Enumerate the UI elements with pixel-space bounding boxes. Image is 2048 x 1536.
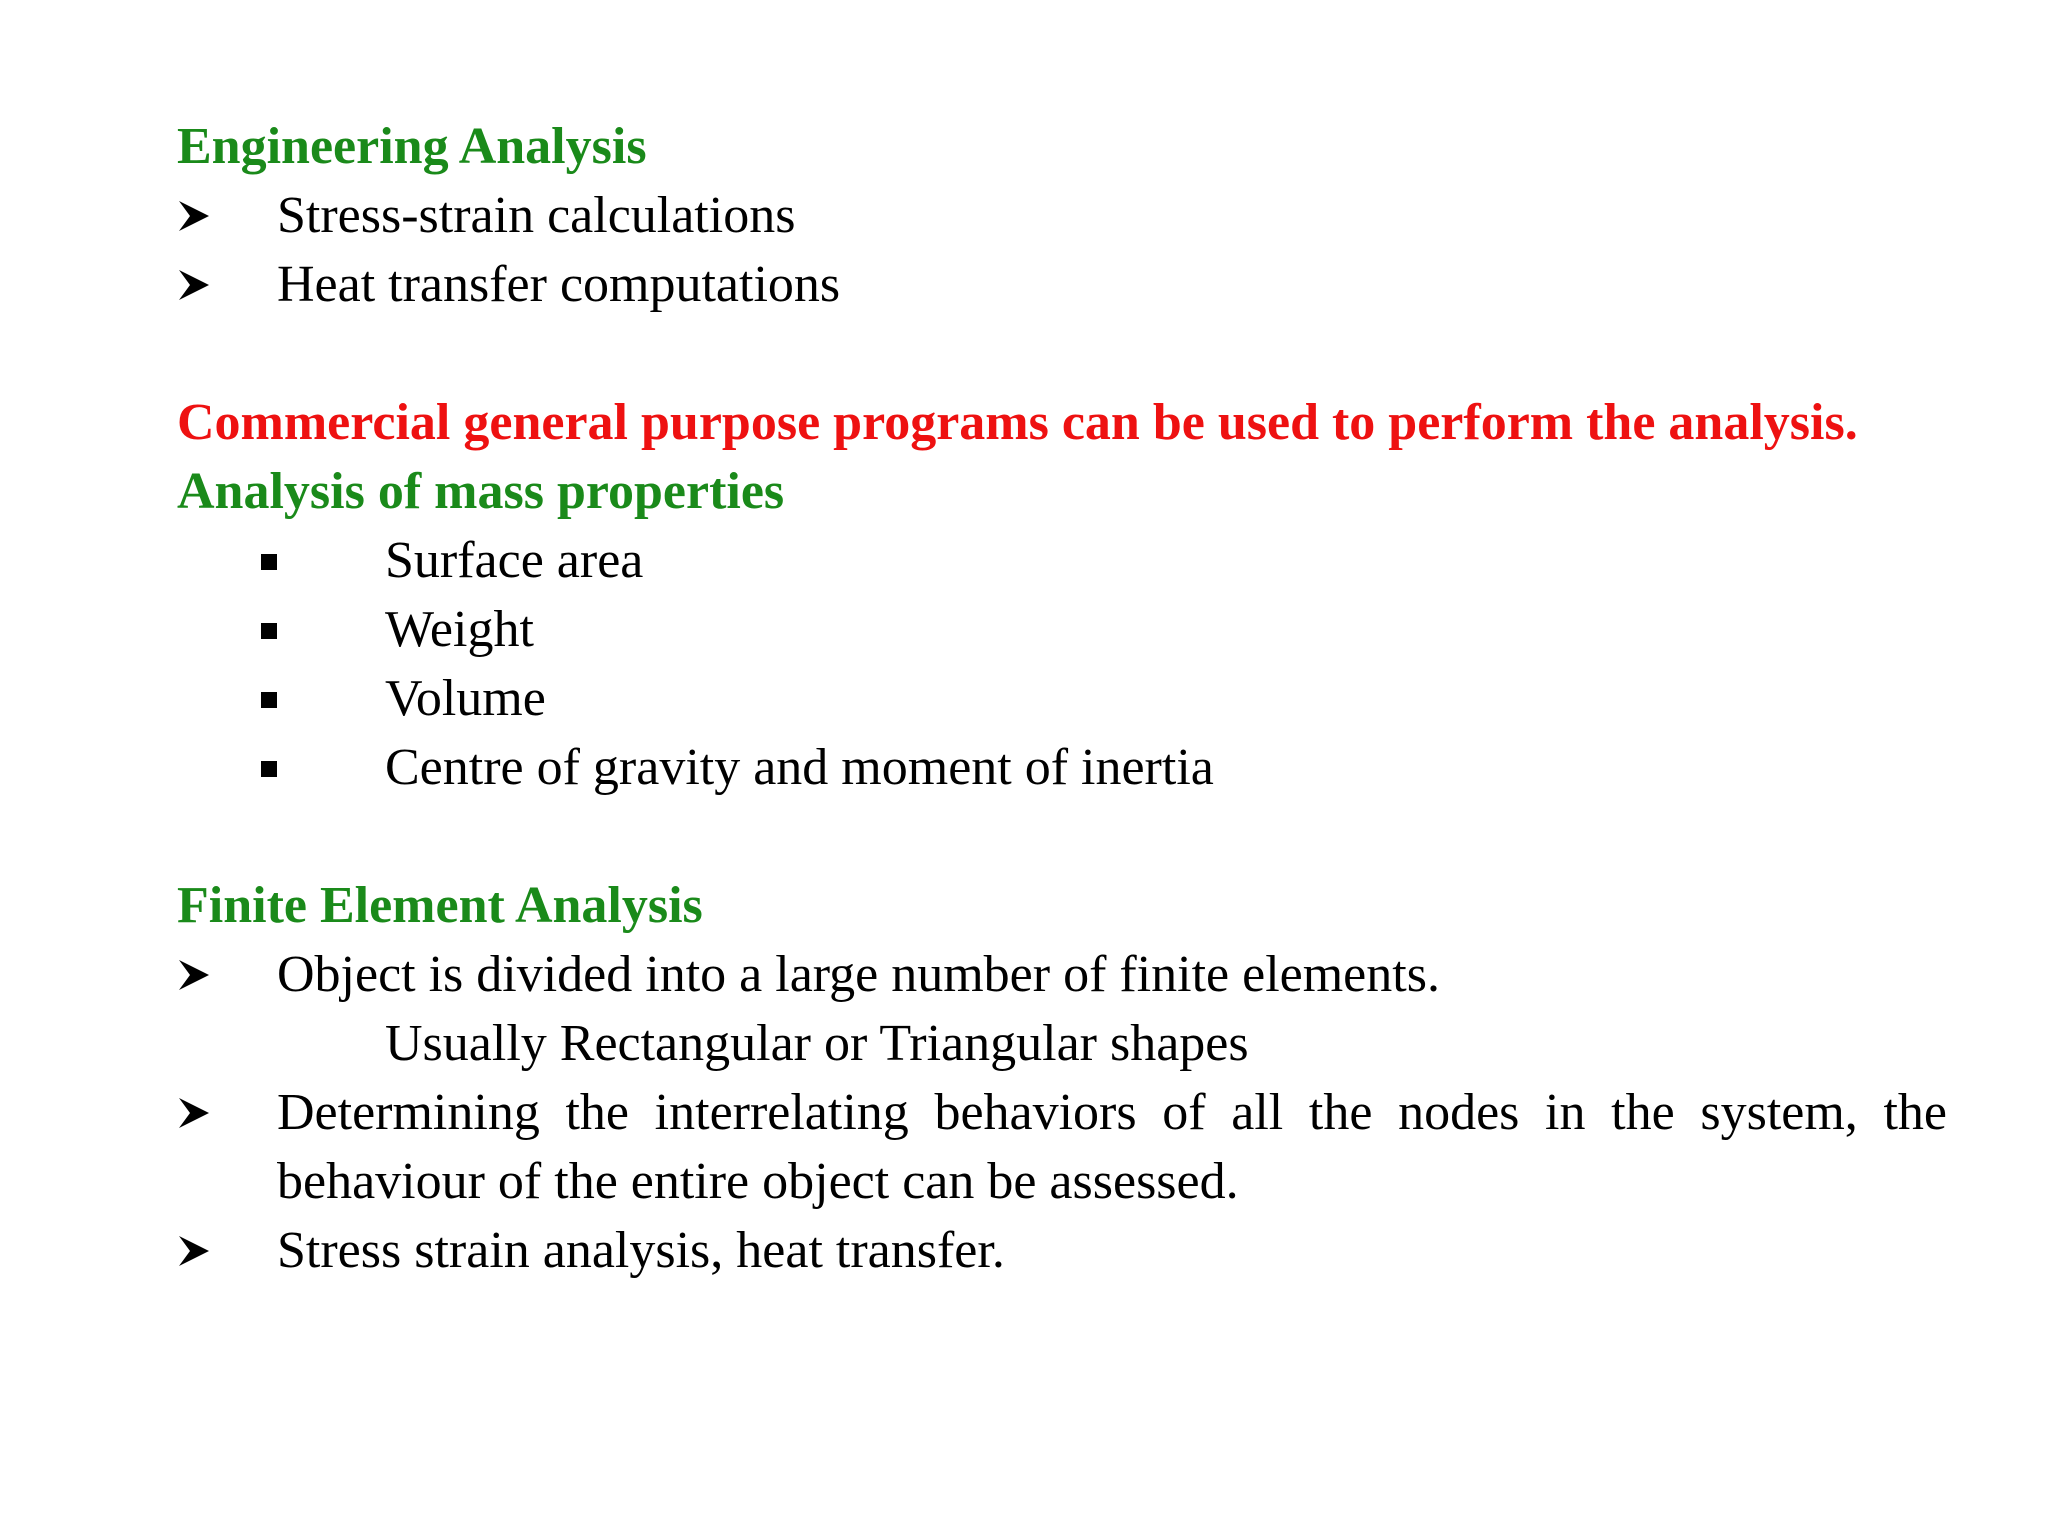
square-bullet-icon [261,761,277,777]
list-item-text: Volume [385,670,546,727]
list-item [177,250,1947,319]
list-item [177,664,1947,733]
arrow-bullet-icon [177,940,223,1009]
square-bullet-icon [261,554,277,570]
list-item [177,1216,1947,1285]
list-item-text: Centre of gravity and moment of inertia [385,739,1214,796]
list-item [177,526,1947,595]
arrow-bullet-icon [177,1216,223,1285]
spacer [177,802,1947,871]
list-item-text: Determining the interrelating behaviors of all the nodes in the system, the behaviour of the entire object can be assessed. [277,1084,1947,1210]
commercial-programs-note: Commercial general purpose programs can be used to perform the analysis. [177,394,1858,451]
arrow-bullet-icon [177,181,223,250]
arrow-bullet-icon [177,250,223,319]
mass-properties-heading: Analysis of mass properties [177,463,785,520]
list-item [177,733,1947,802]
slide-content [177,112,1947,1285]
list-item-text: Stress-strain calculations [277,187,796,244]
list-item [177,181,1947,250]
engineering-analysis-heading: Engineering Analysis [177,118,647,175]
fea-heading: Finite Element Analysis [177,877,703,934]
square-bullet-icon [261,692,277,708]
list-item-text: Object is divided into a large number of finite elements. [277,946,1440,1003]
square-bullet-icon [261,623,277,639]
list-item [177,940,1947,1009]
list-item-text: Weight [385,601,534,658]
arrow-bullet-icon [177,1078,223,1147]
list-item-text: Surface area [385,532,644,589]
list-item [177,1078,1947,1216]
list-item [177,595,1947,664]
list-item-text: Heat transfer computations [277,256,841,313]
list-item-text: Stress strain analysis, heat transfer. [277,1222,1005,1279]
list-item-subtext: Usually Rectangular or Triangular shapes [385,1015,1249,1072]
spacer [177,319,1947,388]
